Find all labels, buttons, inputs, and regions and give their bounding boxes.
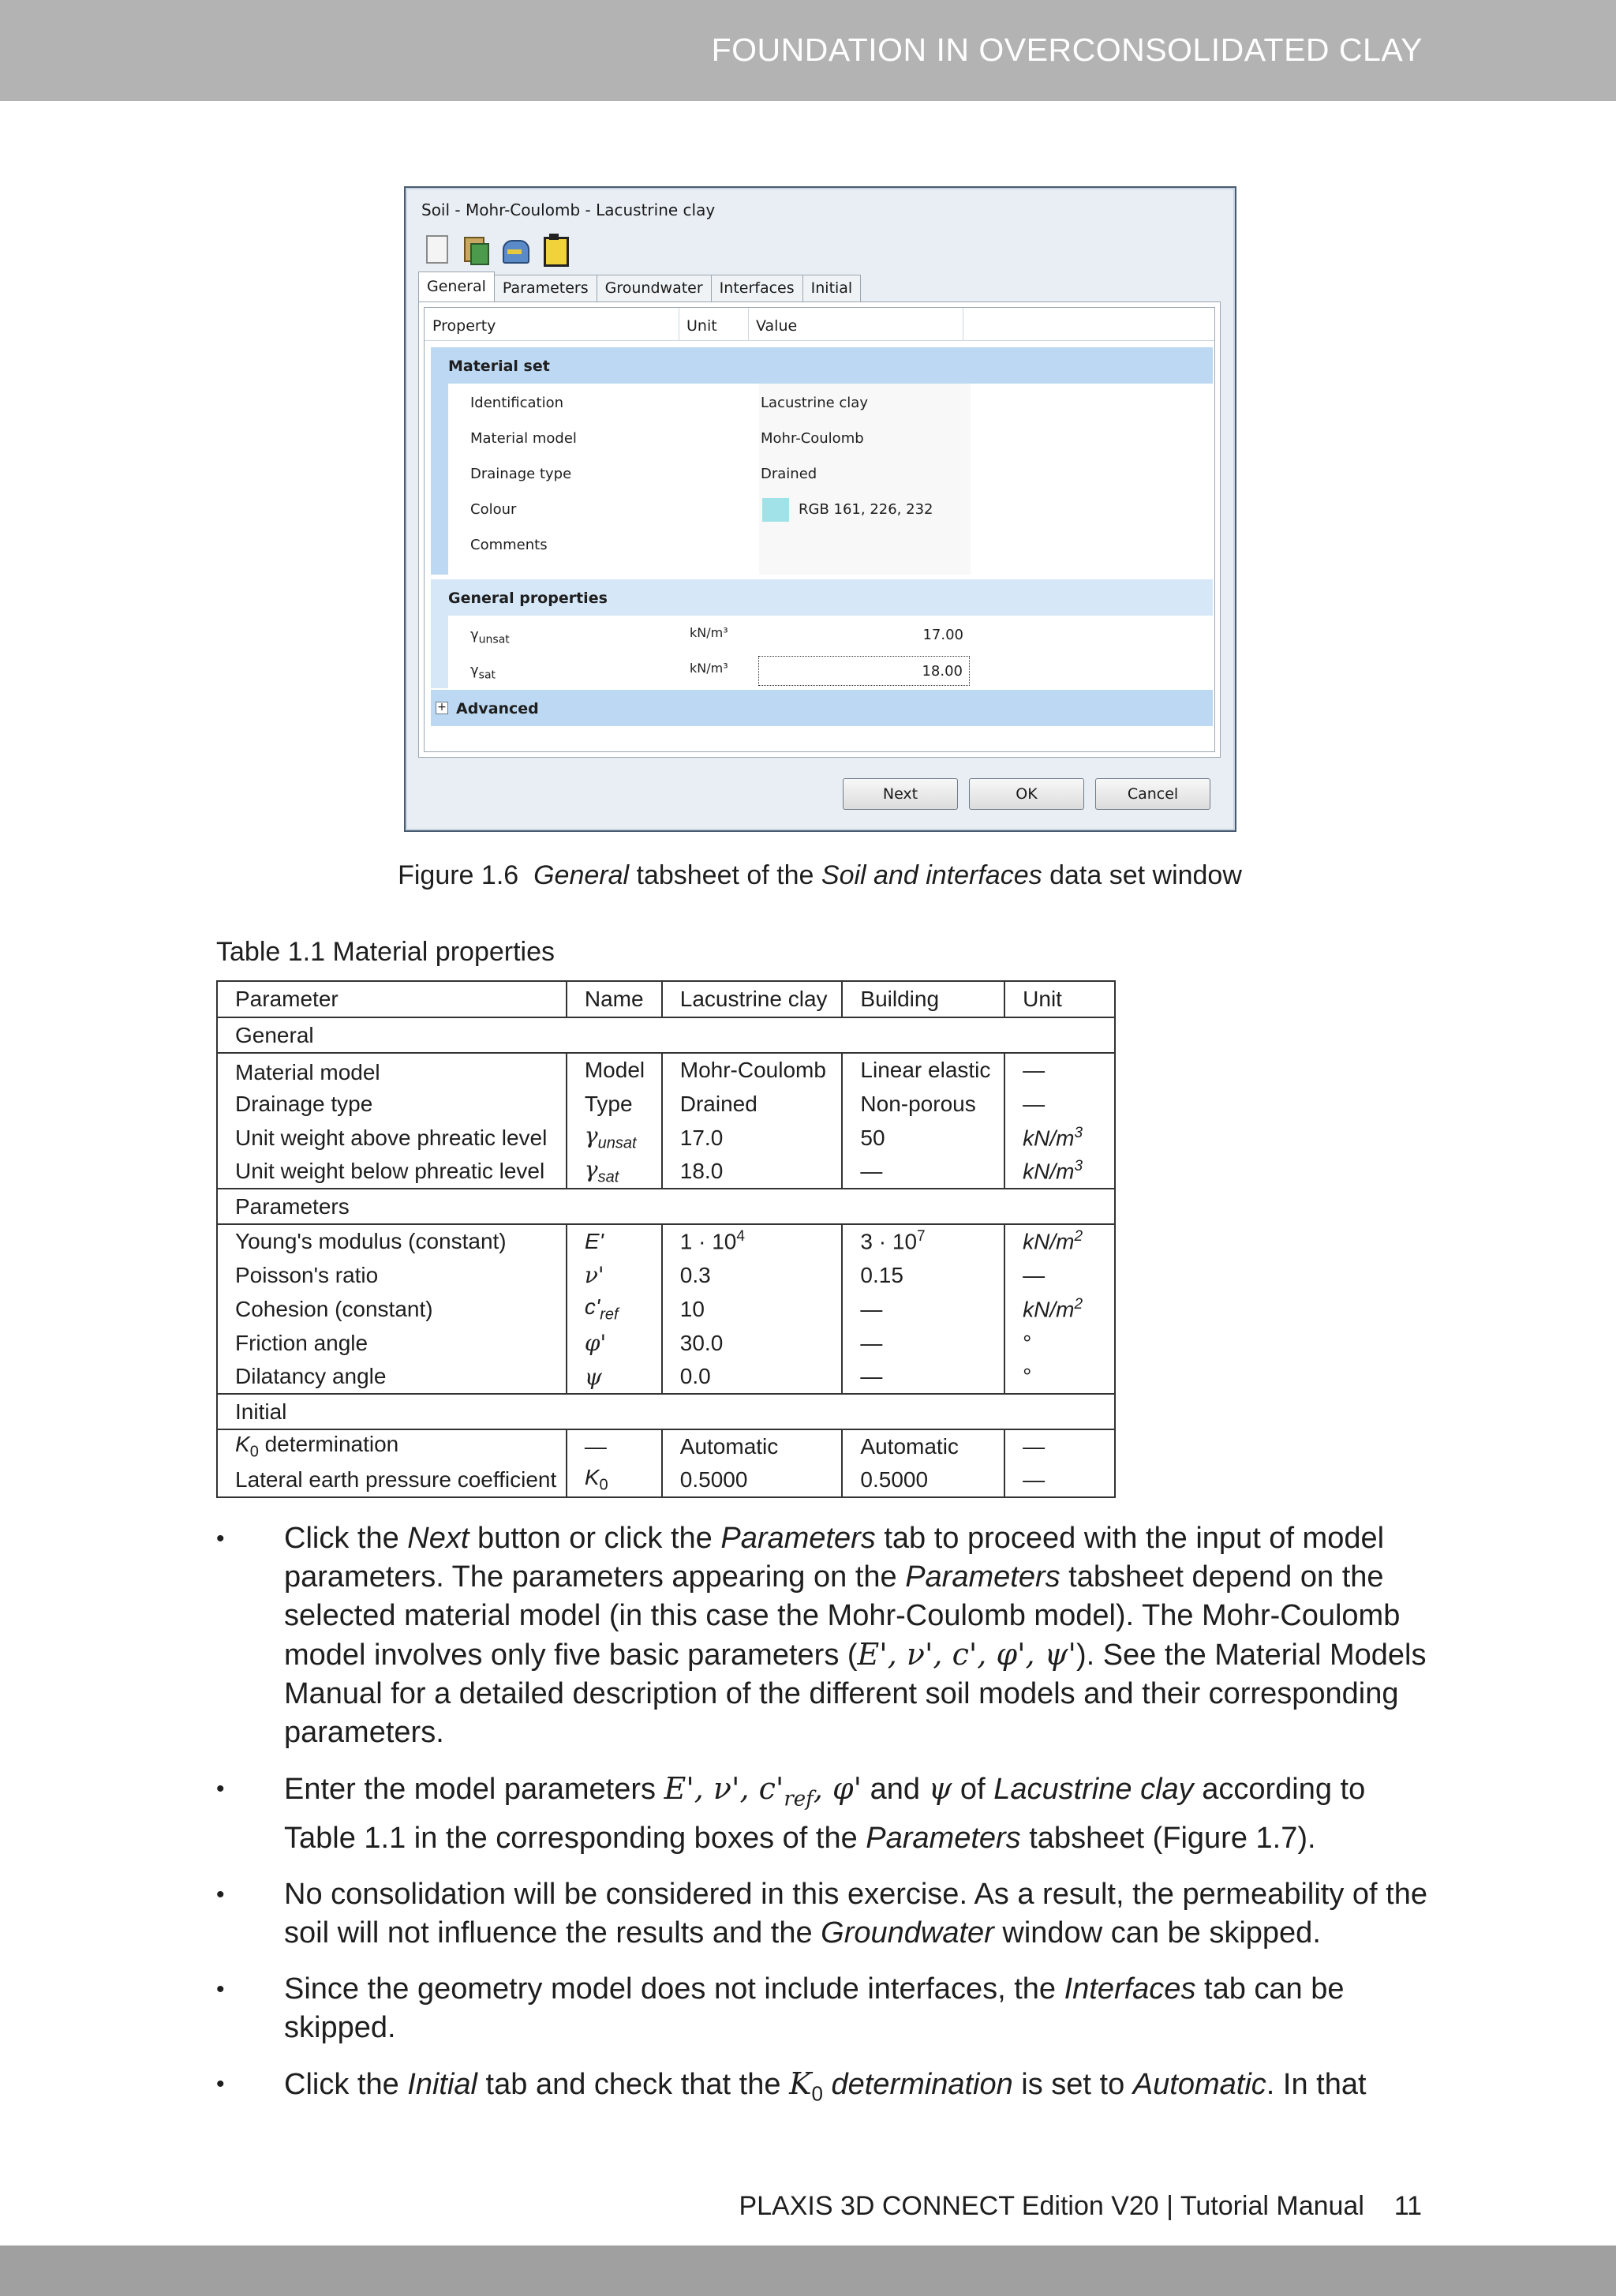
material-model-row[interactable]: Material model Mohr-Coulomb <box>470 430 864 447</box>
table-row: Unit weight above phreatic level $\gamma_{unsat}$ 17.0 50 $kN/m^3$ <box>217 1121 1115 1155</box>
header-bar <box>0 0 1616 101</box>
tab-panel <box>418 302 1221 758</box>
advanced-group[interactable]: + Advanced <box>431 690 1213 726</box>
next-button[interactable]: Next <box>843 778 958 810</box>
table-row: $K_0$ determination — Automatic Automatic — <box>217 1429 1115 1463</box>
list-item: • Click the Next button or click the Parameters tab to proceed with the input of model parameters. The parameters appearing on the Parameters tabsheet depend on the selected material model (in this case the Mohr-Coulomb model). The Mohr-Coulomb model involves only five basic parameters (E', ν', c', φ', ψ'). See the Material Models Manual for a detailed description of the different soil models and their corresponding parameters. <box>216 1519 1431 1752</box>
material-properties-table <box>216 980 1116 1498</box>
drainage-type-row[interactable]: Drainage type Drained <box>470 466 817 482</box>
dialog-title: Soil - Mohr-Coulomb - Lacustrine clay <box>421 200 716 219</box>
clipboard-icon[interactable] <box>540 234 568 264</box>
database-icon[interactable] <box>500 234 529 264</box>
gamma-unsat-row[interactable]: $\gamma_{unsat}$ kN/m³ 17.00 <box>448 616 1213 651</box>
chapter-title: FOUNDATION IN OVERCONSOLIDATED CLAY <box>711 32 1423 68</box>
expand-icon[interactable]: + <box>436 702 448 714</box>
gamma-sat-row[interactable]: $\gamma_{sat}$ kN/m³ 18.00 <box>448 651 1213 687</box>
section-general: General <box>217 1017 1115 1053</box>
ok-button[interactable]: OK <box>969 778 1084 810</box>
copy-icon[interactable] <box>461 234 489 264</box>
page-footer <box>739 2191 1422 2222</box>
value-column-header: Value <box>756 317 798 335</box>
table-row: Friction angle φ' 30.0 — ° <box>217 1326 1115 1360</box>
section-initial: Initial <box>217 1394 1115 1429</box>
table-row: Unit weight below phreatic level $\gamma_{sat}$ 18.0 — $kN/m^3$ <box>217 1155 1115 1189</box>
general-properties-group[interactable]: General properties <box>431 579 1213 616</box>
figure-caption: Figure 1.6 General tabsheet of the Soil and interfaces data set window <box>398 860 1242 890</box>
identification-row[interactable]: Identification Lacustrine clay <box>470 395 868 411</box>
table-row: Material model Model Mohr-Coulomb Linear elastic — <box>217 1053 1115 1087</box>
property-column-header: Property <box>432 317 496 335</box>
tab-initial[interactable]: Initial <box>802 275 862 302</box>
tab-general[interactable]: General <box>418 272 495 302</box>
new-document-icon[interactable] <box>421 234 450 264</box>
table-row: Dilatancy angle ψ 0.0 — ° <box>217 1360 1115 1394</box>
table-row: Poisson's ratio ν' 0.3 0.15 — <box>217 1258 1115 1292</box>
unit-column-header: Unit <box>686 317 717 335</box>
table-row: Cohesion (constant) $c'_{ref}$ 10 — $kN/m^2$ <box>217 1292 1115 1326</box>
footer-text: PLAXIS 3D CONNECT Edition V20 | Tutorial Manual <box>739 2191 1364 2221</box>
tab-groundwater[interactable]: Groundwater <box>597 275 712 302</box>
table-row: Drainage type Type Drained Non-porous — <box>217 1087 1115 1121</box>
table-row: Lateral earth pressure coefficient $K_0$ 0.5000 0.5000 — <box>217 1463 1115 1497</box>
comments-row[interactable]: Comments <box>470 537 548 553</box>
list-item: • No consolidation will be considered in this exercise. As a result, the permeability of the soil will not influence the results and the Groundwater window can be skipped. <box>216 1875 1431 1953</box>
footer-bar <box>0 2245 1616 2296</box>
tab-interfaces[interactable]: Interfaces <box>711 275 803 302</box>
section-parameters: Parameters <box>217 1189 1115 1224</box>
material-set-group[interactable]: Material set <box>431 347 1213 384</box>
table-title: Table 1.1 Material properties <box>216 937 556 967</box>
colour-swatch[interactable] <box>762 498 789 522</box>
dialog-toolbar <box>421 234 568 267</box>
page-number: 11 <box>1393 2191 1422 2221</box>
property-grid <box>424 307 1215 752</box>
instruction-list <box>216 1519 1431 2130</box>
list-item: • Since the geometry model does not include interfaces, the Interfaces tab can be skipped. <box>216 1970 1431 2047</box>
table-row: Young's modulus (constant) E' $1 \cdot 10^4$ $3 \cdot 10^7$ $kN/m^2$ <box>217 1224 1115 1258</box>
colour-row[interactable]: Colour RGB 161, 226, 232 <box>448 490 1213 526</box>
gamma-unsat-input[interactable]: 17.00 <box>922 627 963 643</box>
table-header-row: Parameter Name Lacustrine clay Building Unit <box>217 981 1115 1017</box>
tab-parameters[interactable]: Parameters <box>494 275 597 302</box>
grid-header <box>425 308 1214 341</box>
list-item: • Enter the model parameters E', ν', $c'_{ref}$, φ' and ψ of Lacustrine clay according to Table 1.1 in the corresponding boxes of the Parameters tabsheet (Figure 1.7). <box>216 1770 1431 1858</box>
dialog-tabs <box>418 275 860 302</box>
cancel-button[interactable]: Cancel <box>1095 778 1210 810</box>
list-item: • Click the Initial tab and check that the $K_0$ determination is set to Automatic. In that <box>216 2065 1431 2114</box>
gamma-sat-input[interactable]: 18.00 <box>758 656 970 686</box>
soil-dialog <box>404 186 1236 832</box>
